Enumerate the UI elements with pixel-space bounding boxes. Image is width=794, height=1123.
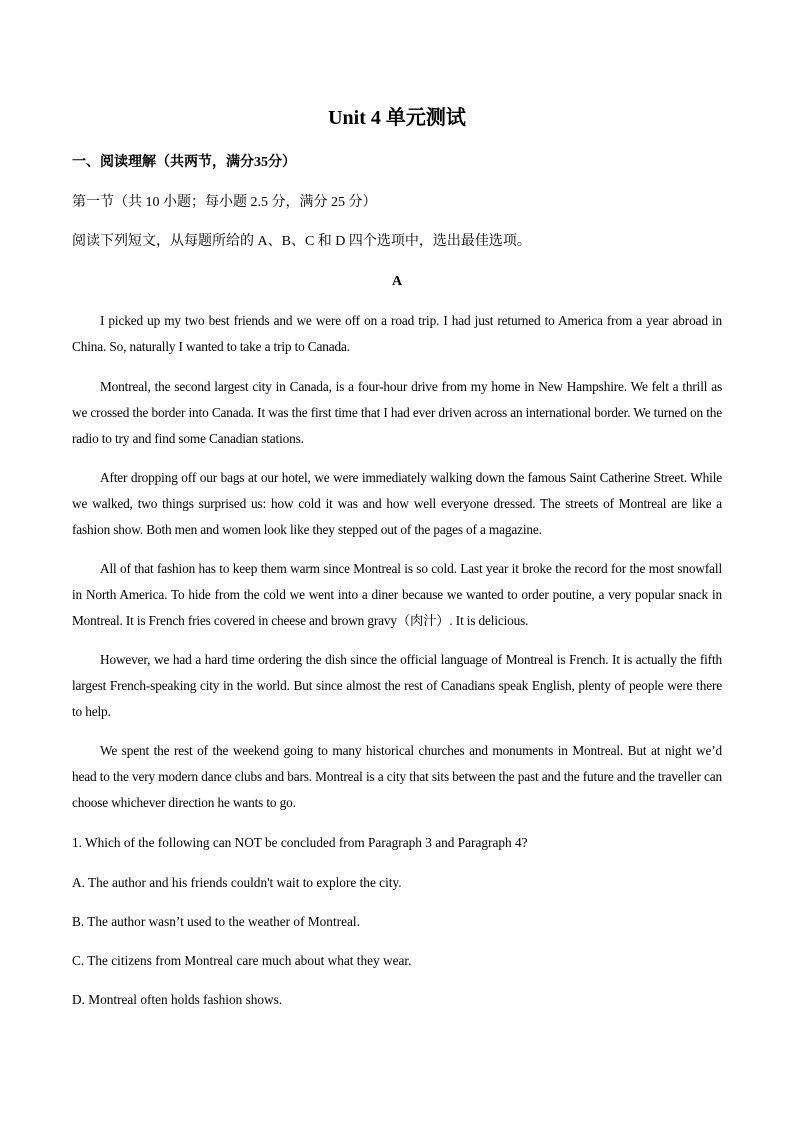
paragraph-5: However, we had a hard time ordering the dish since the official language of Montreal is French. It is actually the fifth largest French-speaking city in the world. But since almost the rest of Canadians speak English, plenty of people were there to help. — [72, 652, 722, 719]
paragraph-3: After dropping off our bags at our hotel, we were immediately walking down the famous Saint Catherine Street. While we walked, two things surprised us: how cold it was and how well everyone dressed. The streets of Montreal are like a fashion show. Both men and women look like they stepped out of the pages of a magazine. — [72, 470, 722, 537]
question-1-stem: 1. Which of the following can NOT be concluded from Paragraph 3 and Paragraph 4? — [72, 835, 528, 850]
paragraph-6: We spent the rest of the weekend going to many historical churches and monuments in Montreal. But at night we’d head to the very modern dance clubs and bars. Montreal is a city that sits between the past and the future and the traveller can choose whichever direction he wants to go. — [72, 743, 722, 810]
page-title: Unit 4 单元测试 — [328, 107, 466, 129]
paragraph-2: Montreal, the second largest city in Canada, is a four-hour drive from my home in New Hampshire. We felt a thrill as we crossed the border into Canada. It was the first time that I had ever driven across an international border. We turned on the radio to try and find some Canadian stations. — [72, 379, 722, 446]
instructions: 阅读下列短文，从每题所给的 A、B、C 和 D 四个选项中，选出最佳选项。 — [72, 234, 531, 249]
question-1-option-c: C. The citizens from Montreal care much about what they wear. — [72, 953, 412, 968]
paragraph-4: All of that fashion has to keep them warm since Montreal is so cold. Last year it broke the record for the most snowfall in North America. To hide from the cold we went into a diner because we wanted to order poutine, a very popular snack in Montreal. It is French fries covered in cheese and brown gravy（肉汁）. It is delicious. — [72, 561, 722, 628]
part-info: 第一节（共 10 小题；每小题 2.5 分，满分 25 分） — [72, 195, 377, 210]
question-1-option-b: B. The author wasn’t used to the weather of Montreal. — [72, 914, 360, 929]
paragraph-1: I picked up my two best friends and we were off on a road trip. I had just returned to America from a year abroad in China. So, naturally I wanted to take a trip to Canada. — [72, 313, 722, 354]
passage-label: A — [391, 274, 403, 289]
section-heading: 一、阅读理解（共两节，满分35分） — [72, 155, 296, 170]
question-1-option-a: A. The author and his friends couldn't wait to explore the city. — [72, 875, 402, 890]
question-1-option-d: D. Montreal often holds fashion shows. — [72, 992, 283, 1007]
